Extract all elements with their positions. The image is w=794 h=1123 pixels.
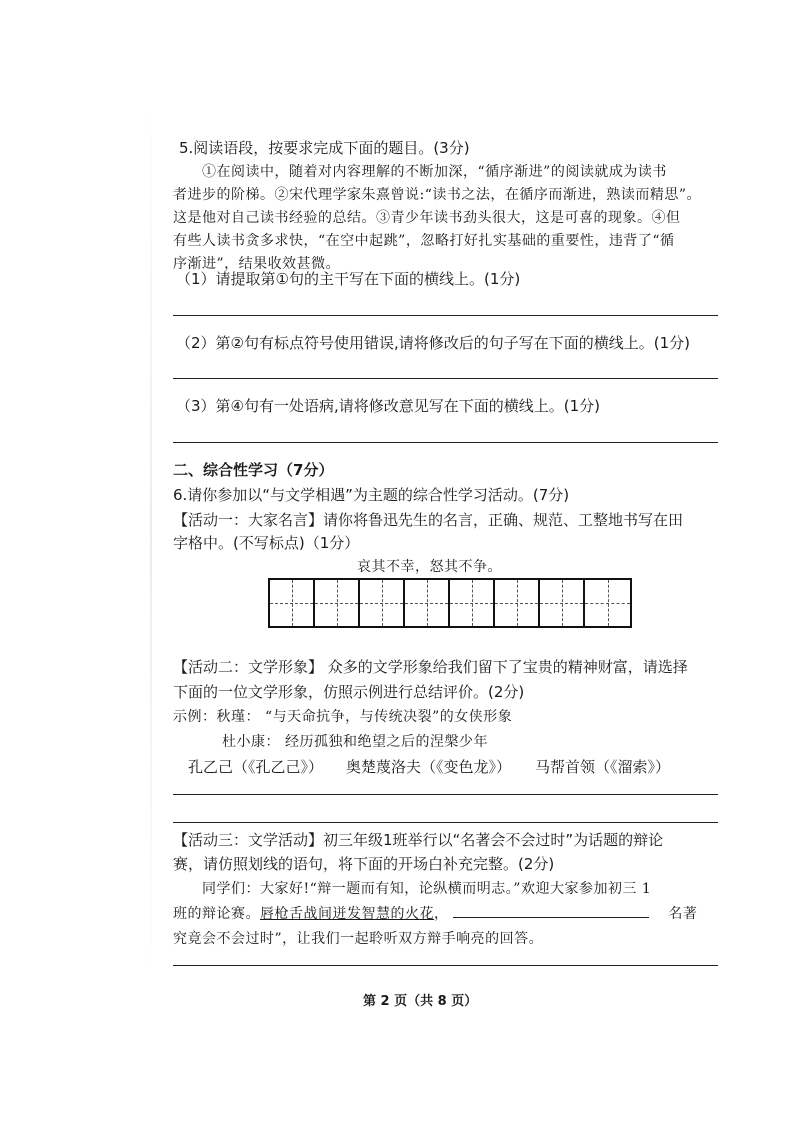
grid-cell[interactable] — [585, 580, 630, 626]
example-2: 杜小康： 经历孤独和绝望之后的涅槃少年 — [222, 734, 488, 750]
answer-line-1[interactable] — [173, 315, 718, 316]
activity3-line4 — [173, 903, 697, 923]
passage-line-3: 这是他对自己读书经验的总结。③青少年读书劲头很大，这是可喜的现象。④但 — [173, 210, 681, 226]
activity3-line4-post: ， — [434, 906, 449, 922]
activity3-line3: 同学们：大家好!“辩一题而有知，论纵横而明志。”欢迎大家参加初三 1 — [202, 881, 652, 897]
q5-sub2: （2）第②句有标点符号使用错误,请将修改后的句子写在下面的横线上。(1分) — [176, 334, 691, 352]
activity3-line4-pre: 班的辩论赛。 — [173, 906, 260, 922]
grid-cell[interactable] — [495, 580, 540, 626]
activity3-line4-end: 名著 — [668, 906, 698, 922]
option-kong-yiji: 孔乙己（《孔乙己》） — [188, 758, 324, 776]
activity3-line5: 究竟会不会过时”，让我们一起聆听双方辩手响亮的回答。 — [173, 931, 544, 947]
q5-title: 5.阅读语段，按要求完成下面的题目。(3分) — [179, 139, 470, 157]
option-ochumelov: 奥楚蔑洛夫（《变色龙》） — [346, 758, 512, 776]
activity2-line2: 下面的一位文学形象，仿照示例进行总结评价。(2分) — [173, 683, 525, 701]
grid-cell[interactable] — [450, 580, 495, 626]
scan-shadow — [150, 100, 152, 980]
page-footer: 第 2 页（共 8 页） — [363, 994, 478, 1009]
activity2-line1: 【活动二：文学形象】 众多的文学形象给我们留下了宝贵的精神财富，请选择 — [173, 658, 688, 676]
activity3-line2: 赛，请仿照划线的语句，将下面的开场白补充完整。(2分) — [173, 855, 555, 873]
activity1-line1: 【活动一：大家名言】请你将鲁迅先生的名言，正确、规范、工整地书写在田 — [173, 511, 684, 529]
passage-line-4: 有些人读书贪多求快，“在空中起跳”，忽略打好扎实基础的重要性，违背了“循 — [173, 233, 675, 249]
activity3-line1: 【活动三：文学活动】初三年级1班举行以“名著会不会过时”为话题的辩论 — [173, 831, 664, 849]
section2-heading: 二、综合性学习（7分） — [173, 461, 334, 479]
answer-line-3[interactable] — [173, 442, 718, 443]
answer-line-4[interactable] — [173, 794, 718, 795]
answer-line-5[interactable] — [173, 822, 718, 823]
grid-cell[interactable] — [360, 580, 405, 626]
passage-line-1: ①在阅读中，随着对内容理解的不断加深，“循序渐进”的阅读就成为读书 — [202, 164, 667, 180]
passage-line-5: 序渐进”，结果收效甚微。 — [173, 256, 341, 272]
grid-cell[interactable] — [315, 580, 360, 626]
lu-xun-quote: 哀其不幸，怒其不争。 — [357, 559, 502, 575]
q5-sub1: （1）请提取第①句的主干写在下面的横线上。(1分) — [176, 270, 521, 288]
grid-cell[interactable] — [270, 580, 315, 626]
fill-in-blank[interactable] — [453, 903, 649, 918]
passage-line-2: 者进步的阶梯。②宋代理学家朱熹曾说:“读书之法，在循序而渐进，熟读而精思”。 — [173, 187, 702, 203]
activity1-line2: 字格中。(不写标点)（1分） — [173, 534, 360, 552]
grid-cell[interactable] — [405, 580, 450, 626]
example-1: 示例：秋瑾： “与天命抗争，与传统决裂”的女侠形象 — [173, 709, 513, 725]
underlined-sample: 唇枪舌战间迸发智慧的火花 — [260, 906, 434, 922]
q6-title: 6.请你参加以“与文学相遇”为主题的综合性学习活动。(7分) — [173, 486, 570, 504]
grid-cell[interactable] — [540, 580, 585, 626]
answer-line-2[interactable] — [173, 378, 718, 379]
q5-sub3: （3）第④句有一处语病,请将修改意见写在下面的横线上。(1分) — [176, 397, 601, 415]
answer-line-6[interactable] — [173, 965, 718, 966]
option-caravan-leader: 马帮首领（《溜索》） — [535, 758, 671, 776]
tianzige-grid[interactable] — [268, 578, 632, 628]
